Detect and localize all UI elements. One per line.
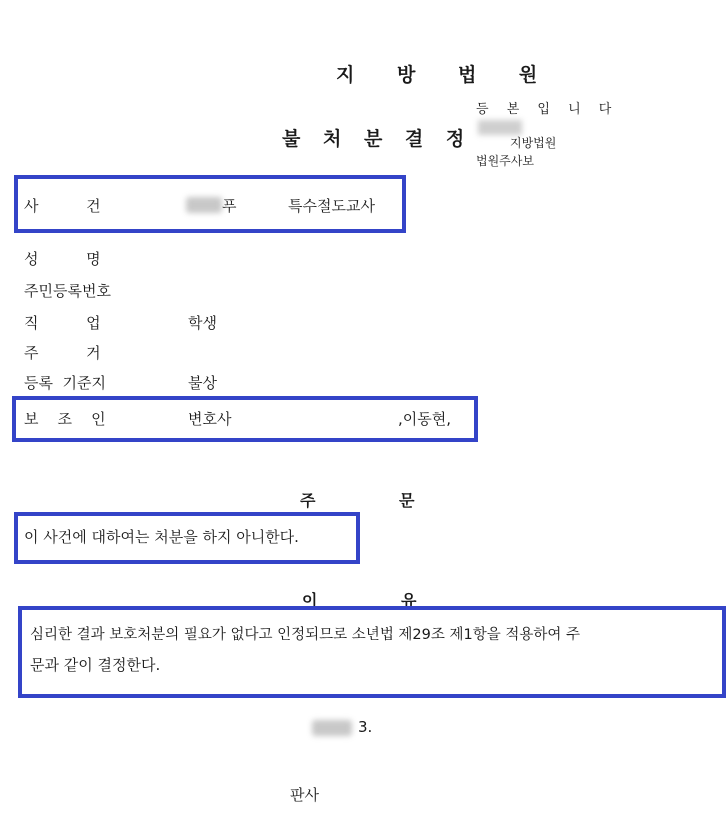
reason-heading: 이 유: [302, 591, 417, 610]
field-registration-base-label: 등록 기준지: [24, 374, 106, 392]
field-occupation-label: 직 업: [24, 314, 101, 332]
date-suffix: 3.: [358, 718, 373, 736]
field-name-label: 성 명: [24, 250, 101, 268]
order-heading: 주 문: [300, 491, 415, 510]
field-address-label: 주 거: [24, 344, 101, 362]
redacted-date: [312, 720, 352, 736]
stamp-court-name: 지방법원: [510, 136, 557, 150]
stamp-officer-title: 법원주사보: [476, 154, 534, 168]
field-occupation-value: 학생: [188, 314, 217, 332]
redacted-case-number: [186, 197, 222, 213]
document-title: 불 처 분 결 정: [282, 128, 473, 150]
case-label: 사 건: [24, 197, 101, 215]
order-text: 이 사건에 대하여는 처분을 하지 아니한다.: [24, 528, 299, 546]
case-name: 특수절도교사: [288, 197, 375, 215]
reason-text-line-1: 심리한 결과 보호처분의 필요가 없다고 인정되므로 소년법 제29조 제1항을 적용하여 주: [30, 627, 581, 643]
field-registration-base-value: 불상: [188, 374, 217, 392]
assistant-label: 보 조 인: [24, 410, 106, 428]
judge-label: 판사: [290, 786, 319, 804]
assistant-role: 변호사: [188, 410, 232, 428]
field-resident-number-label: 주민등록번호: [24, 282, 111, 300]
certified-copy-stamp: 등 본 입 니 다: [476, 102, 619, 117]
court-name: 지 방 법 원: [336, 64, 556, 86]
redacted-stamp-date: [478, 120, 522, 135]
case-number-suffix: 푸: [222, 197, 237, 215]
assistant-name: ,이동현,: [398, 410, 452, 428]
reason-text-line-2: 문과 같이 결정한다.: [30, 656, 161, 674]
